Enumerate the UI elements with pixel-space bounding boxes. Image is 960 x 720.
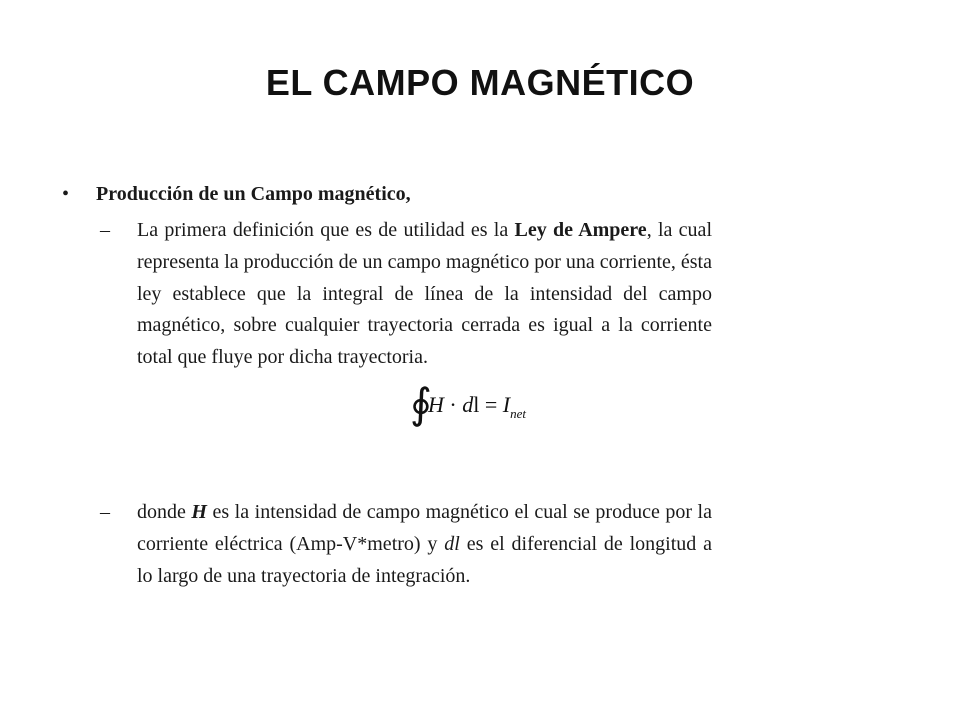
formula-l: l	[473, 392, 480, 417]
formula-equals: =	[484, 392, 498, 417]
ampere-formula	[410, 382, 526, 428]
bullet-marker: •	[62, 183, 70, 205]
paragraph-part2: es la intensidad de campo magnético el cual se produce por la corriente eléctrica (Amp-V*metro) y	[137, 501, 712, 555]
symbol-dl: dl	[444, 532, 460, 555]
paragraph-text	[137, 497, 712, 592]
paragraph-rest: , la cual representa la producción de un campo magnético por una corriente, ésta ley establece que la integral de línea de la intensidad del campo magnético, sobre cualquier trayectoria cerrada es igual a la corriente total que fluye por dicha trayectoria.	[137, 219, 712, 369]
sub-item-definitions	[100, 497, 712, 592]
bullet-item	[62, 180, 411, 208]
formula-H: H	[428, 392, 444, 417]
dash-marker: –	[100, 501, 110, 523]
formula-dot: ·	[449, 392, 457, 417]
bullet-heading: Producción de un Campo magnético,	[96, 183, 411, 205]
formula-subscript: net	[510, 406, 526, 421]
dash-marker: –	[100, 219, 110, 241]
paragraph-intro: La primera definición que es de utilidad es la	[137, 219, 515, 241]
formula-I: I	[502, 392, 511, 417]
paragraph-part1: donde	[137, 501, 192, 523]
contour-integral-symbol: ∮	[410, 382, 432, 428]
paragraph-text	[137, 215, 712, 374]
formula-expression	[428, 385, 526, 428]
paragraph-part3: es el diferencial de longitud a lo largo de una trayectoria de integración.	[137, 532, 712, 587]
slide-title: EL CAMPO MAGNÉTICO	[265, 62, 695, 103]
ampere-law-term: Ley de Ampere	[514, 219, 647, 241]
symbol-H: H	[191, 501, 207, 523]
sub-item-ampere-law	[100, 215, 712, 374]
formula-d: d	[462, 392, 474, 417]
